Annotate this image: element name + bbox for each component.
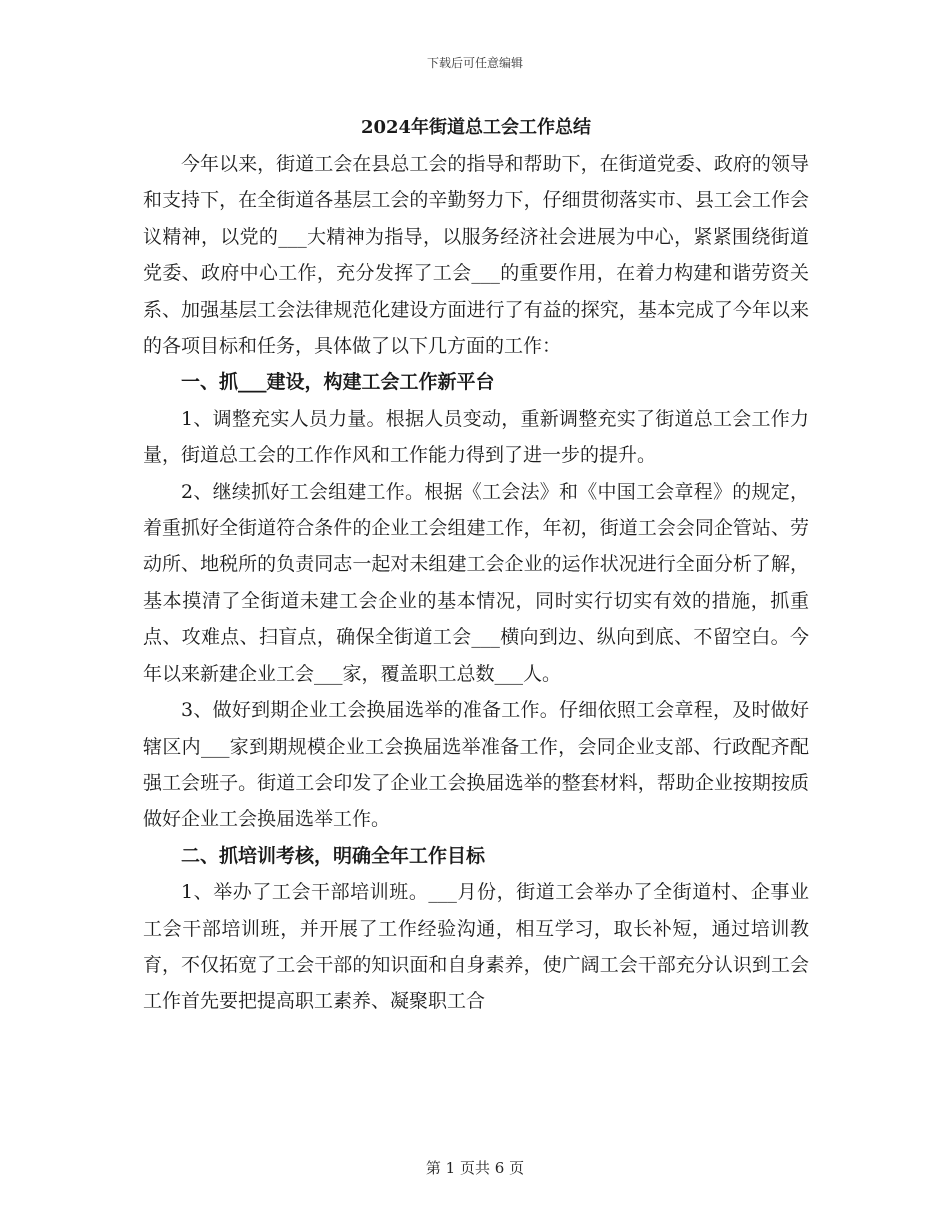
document-body <box>143 110 809 1020</box>
page-header-note: 下载后可任意编辑 <box>426 56 523 70</box>
section-1-paragraph-1: 1、调整充实人员力量。根据人员变动，重新调整充实了街道总工会工作力量，街道总工会的工作作风和工作能力得到了进一步的提升。 <box>143 407 809 467</box>
section-heading-1: 一、抓___建设，构建工会工作新平台 <box>181 371 495 394</box>
intro-paragraph: 今年以来，街道工会在县总工会的指导和帮助下，在街道党委、政府的领导和支持下，在全街道各基层工会的辛勤努力下，仔细贯彻落实市、县工会工作会议精神，以党的___大精神为指导，以服务经济社会进展为中心，紧紧围绕街道党委、政府中心工作，充分发挥了工会___的重要作用，在着力构建和谐劳资关系、加强基层工会法律规范化建设方面进行了有益的探究，基本完成了今年以来的各项目标和任务，具体做了以下几方面的工作： <box>143 153 809 358</box>
section-1-paragraph-3: 3、做好到期企业工会换届选举的准备工作。仔细依照工会章程，及时做好辖区内___家到期规模企业工会换届选举准备工作，会同企业支部、行政配齐配强工会班子。街道工会印发了企业工会换届选举的整套材料，帮助企业按期按质做好企业工会换届选举工作。 <box>143 699 809 831</box>
section-1-paragraph-2: 2、继续抓好工会组建工作。根据《工会法》和《中国工会章程》的规定，着重抓好全街道符合条件的企业工会组建工作，年初，街道工会会同企管站、劳动所、地税所的负责同志一起对未组建工会企业的运作状况进行全面分析了解，基本摸清了全街道未建工会企业的基本情况，同时实行切实有效的措施，抓重点、攻难点、扫盲点，确保全街道工会___横向到边、纵向到底、不留空白。今年以来新建企业工会___家，覆盖职工总数___人。 <box>143 480 809 685</box>
section-2-paragraph-1: 1、举办了工会干部培训班。___月份，街道工会举办了全街道村、企事业工会干部培训班，并开展了工作经验沟通，相互学习，取长补短，通过培训教育，不仅拓宽了工会干部的知识面和自身素养，使广阔工会干部充分认识到工会工作首先要把提高职工素养、凝聚职工合 <box>143 881 809 1013</box>
page-number: 第 1 页共 6 页 <box>425 1159 525 1177</box>
document-title: 2024年街道总工会工作总结 <box>360 117 592 138</box>
section-heading-2: 二、抓培训考核，明确全年工作目标 <box>181 844 486 867</box>
